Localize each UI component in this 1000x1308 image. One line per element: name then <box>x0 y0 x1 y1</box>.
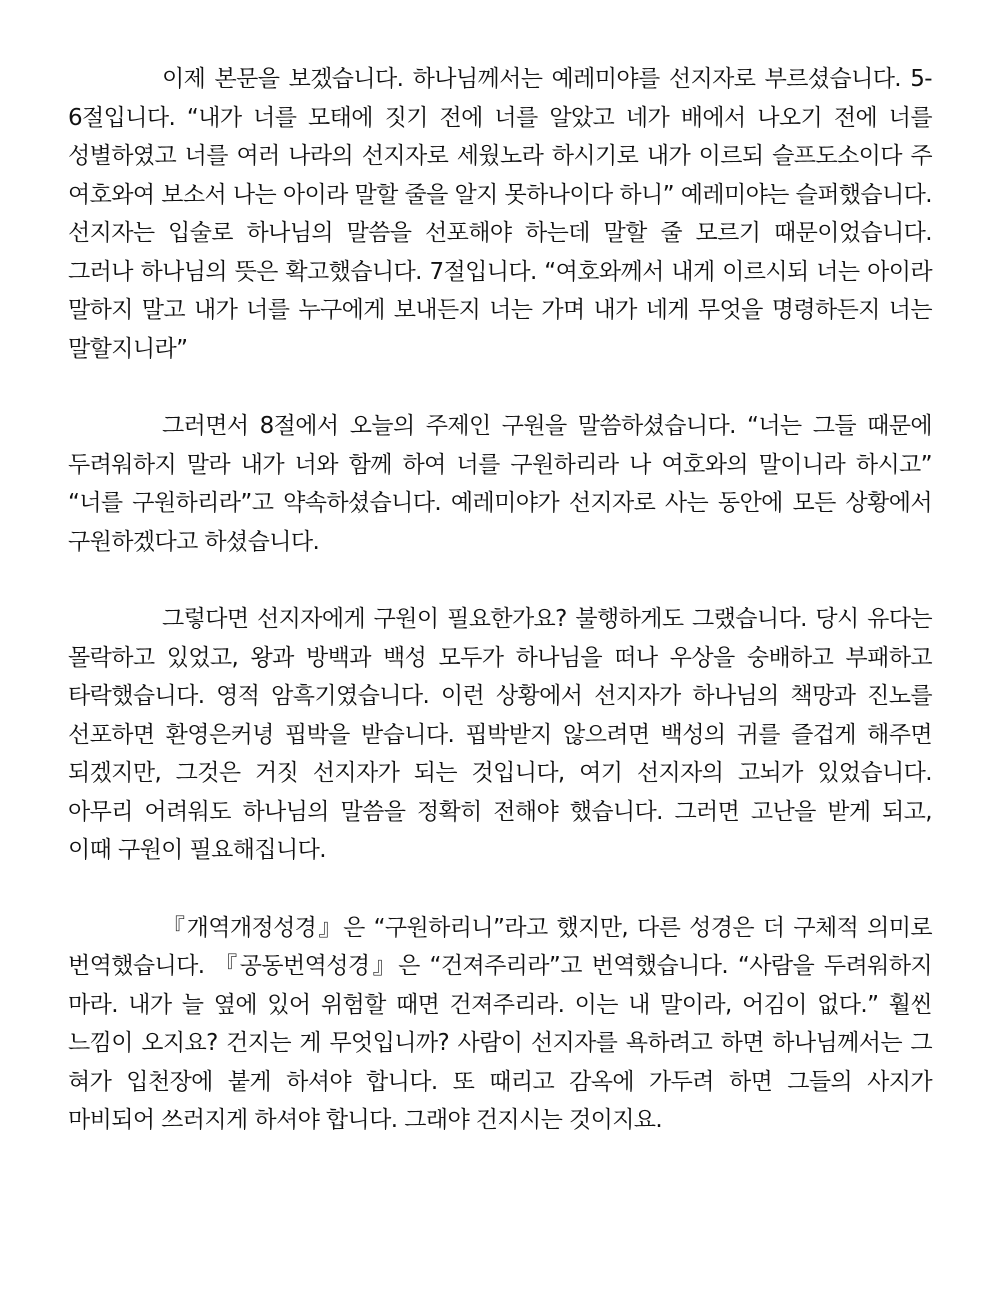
paragraph-4: 『개역개정성경』은 “구원하리니”라고 했지만, 다른 성경은 더 구체적 의미로 번역했습니다. 『공동번역성경』은 “건져주리라”고 번역했습니다. “사람을 두려워하지 마라. 내가 늘 옆에 있어 위험할 때면 건져주리라. 이는 내 말이라, 어김이 없다.” 훨씬 느낌이 오지요? 건지는 게 무엇입니까? 사람이 선지자를 욕하려고 하면 하나님께서는 그 혀가 입천장에 붙게 하셔야 합니다. 또 때리고 감옥에 가두려 하면 그들의 사지가 마비되어 쓰러지게 하셔야 합니다. 그래야 건지시는 것이지요. <box>68 914 932 1133</box>
document-page <box>68 60 932 1140</box>
paragraph-2: 그러면서 8절에서 오늘의 주제인 구원을 말씀하셨습니다. “너는 그들 때문에 두려워하지 말라 내가 너와 함께 하여 너를 구원하리라 나 여호와의 말이니라 하시고” “너를 구원하리라”고 약속하셨습니다. 예레미야가 선지자로 사는 동안에 모든 상황에서 구원하겠다고 하셨습니다. <box>68 413 932 555</box>
paragraph-3: 그렇다면 선지자에게 구원이 필요한가요? 불행하게도 그랬습니다. 당시 유다는 몰락하고 있었고, 왕과 방백과 백성 모두가 하나님을 떠나 우상을 숭배하고 부패하고 타락했습니다. 영적 암흑기였습니다. 이런 상황에서 선지자가 하나님의 책망과 진노를 선포하면 환영은커녕 핍박을 받습니다. 핍박받지 않으려면 백성의 귀를 즐겁게 해주면 되겠지만, 그것은 거짓 선지자가 되는 것입니다, 여기 선지자의 고뇌가 있었습니다. 아무리 어려워도 하나님의 말씀을 정확히 전해야 했습니다. 그러면 고난을 받게 되고, 이때 구원이 필요해집니다. <box>68 606 932 863</box>
paragraph-1: 이제 본문을 보겠습니다. 하나님께서는 예레미야를 선지자로 부르셨습니다. 5-6절입니다. “내가 너를 모태에 짓기 전에 너를 알았고 네가 배에서 나오기 전에 너를 성별하였고 너를 여러 나라의 선지자로 세웠노라 하시기로 내가 이르되 슬프도소이다 주 여호와여 보소서 나는 아이라 말할 줄을 알지 못하나이다 하니” 예레미야는 슬퍼했습니다. 선지자는 입술로 하나님의 말씀을 선포해야 하는데 말할 줄 모르기 때문이었습니다. 그러나 하나님의 뜻은 확고했습니다. 7절입니다. “여호와께서 내게 이르시되 너는 아이라 말하지 말고 내가 너를 누구에게 보내든지 너는 가며 내가 네게 무엇을 명령하든지 너는 말할지니라” <box>68 66 932 362</box>
